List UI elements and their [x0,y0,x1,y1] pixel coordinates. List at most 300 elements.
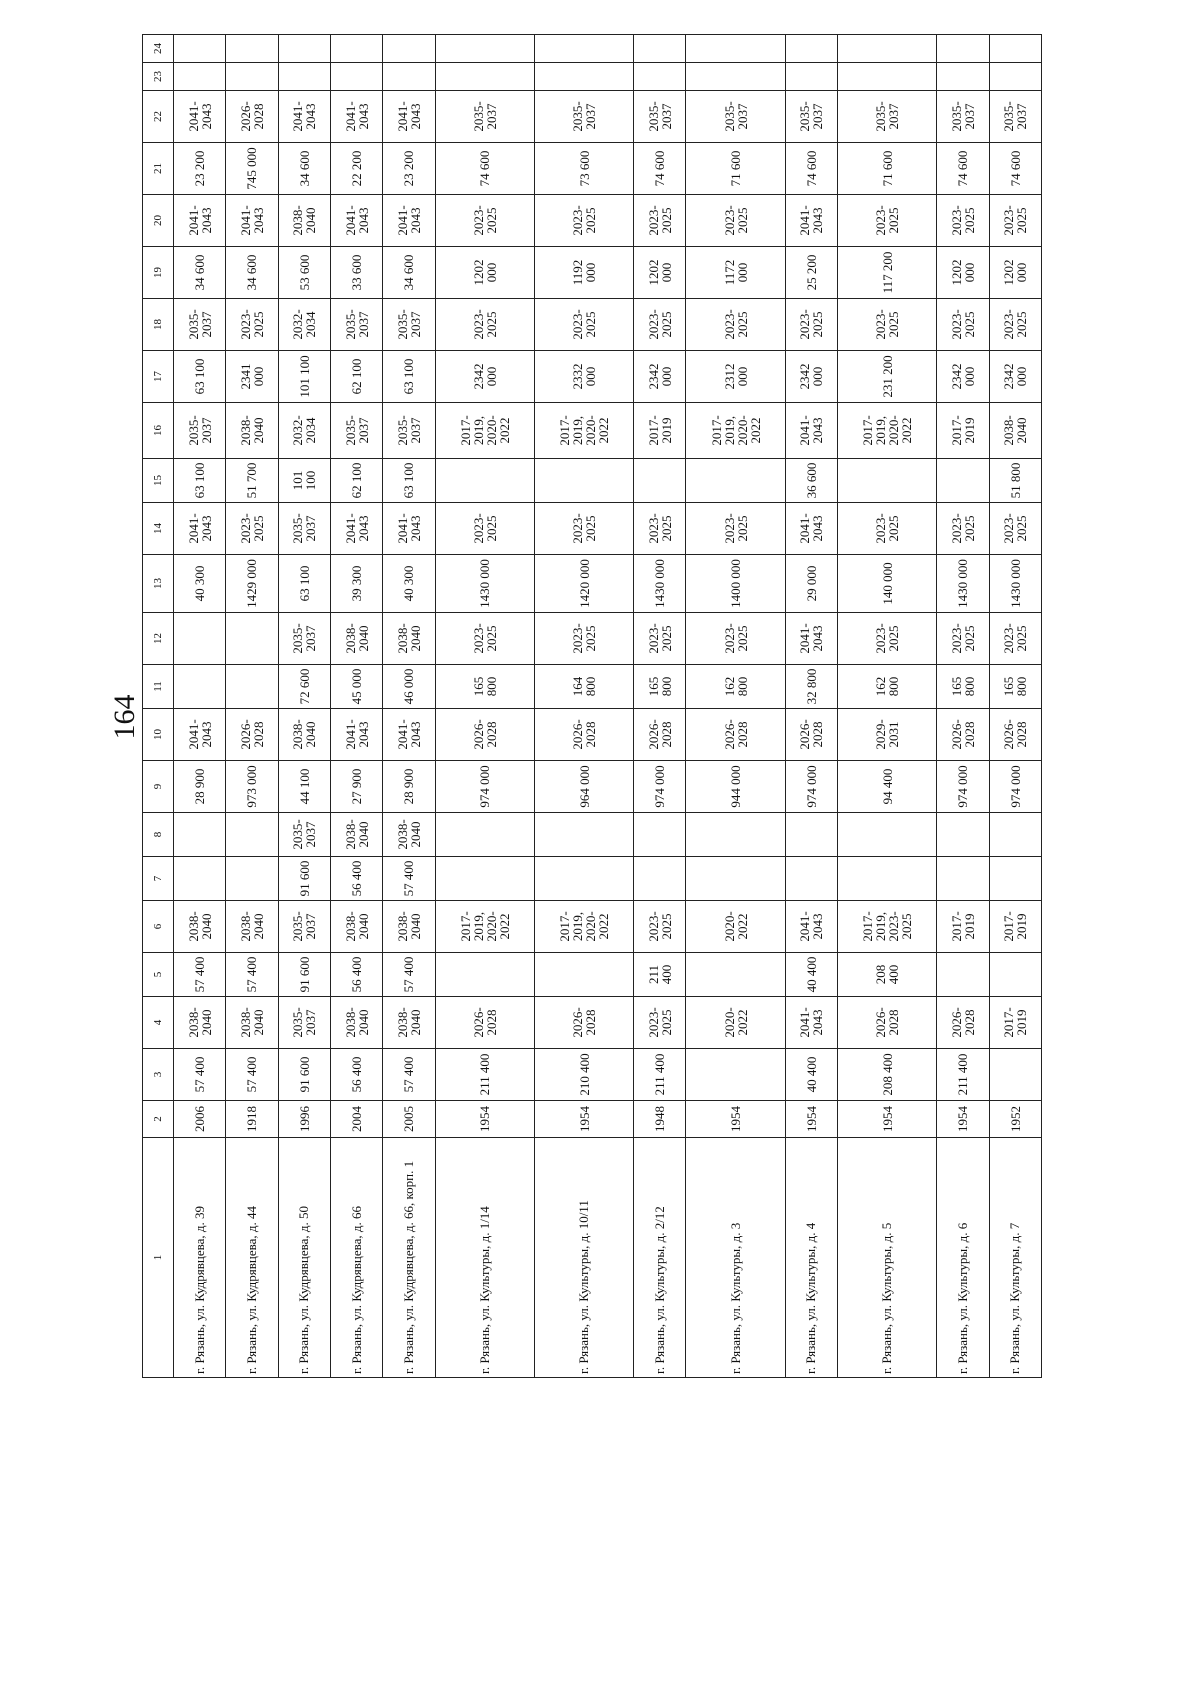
table-row [838,35,937,1378]
table-cell [686,1049,785,1101]
table-cell: 2041- 2043 [174,195,226,247]
address-cell: г. Рязань, ул. Кудрявцева, д. 44 [226,1138,278,1378]
table-cell [989,953,1041,997]
table-cell [278,63,330,91]
table-cell: 2342 000 [435,351,534,403]
table-body [174,35,1042,1378]
column-header: 8 [143,813,174,857]
table-cell: 208 400 [838,953,937,997]
table-cell: 974 000 [989,761,1041,813]
table-cell [686,35,785,63]
table-cell: 2023- 2025 [785,299,837,351]
address-cell: г. Рязань, ул. Кудрявцева, д. 50 [278,1138,330,1378]
table-cell: 2041- 2043 [174,709,226,761]
table-cell: 2017- 2019 [634,403,686,459]
table-cell: 2035- 2037 [278,613,330,665]
table-cell: 73 600 [534,143,633,195]
column-header: 11 [143,665,174,709]
table-cell: 2035- 2037 [785,91,837,143]
table-cell: 2023- 2025 [634,997,686,1049]
table-cell: 2020- 2022 [686,997,785,1049]
table-cell [989,35,1041,63]
table-cell: 56 400 [330,857,382,901]
table-cell [785,63,837,91]
table-cell: 2023- 2025 [634,901,686,953]
header-row [143,35,174,1378]
table-cell: 2342 000 [785,351,837,403]
table-cell: 2017- 2019 [937,403,989,459]
table-cell: 2342 000 [937,351,989,403]
table-cell: 2017- 2019, 2020- 2022 [435,901,534,953]
table-cell: 27 900 [330,761,382,813]
table-cell: 2026- 2028 [435,997,534,1049]
table-cell: 1954 [838,1101,937,1138]
table-cell: 2038- 2040 [174,997,226,1049]
table-cell: 74 600 [937,143,989,195]
table-cell: 2041- 2043 [383,91,435,143]
table-cell: 34 600 [278,143,330,195]
table-cell [838,459,937,503]
table-cell: 2038- 2040 [330,813,382,857]
table-cell: 1948 [634,1101,686,1138]
table-cell: 1954 [937,1101,989,1138]
table-cell: 2023- 2025 [686,195,785,247]
table-cell [785,813,837,857]
table-cell: 2041- 2043 [330,709,382,761]
table-cell: 71 600 [686,143,785,195]
table-row [534,35,633,1378]
table-cell: 1954 [435,1101,534,1138]
table-cell: 2023- 2025 [634,613,686,665]
address-cell: г. Рязань, ул. Культуры, д. 1/14 [435,1138,534,1378]
table-cell: 2038- 2040 [226,997,278,1049]
table-cell: 23 200 [174,143,226,195]
table-cell [534,857,633,901]
column-header: 16 [143,403,174,459]
column-header: 10 [143,709,174,761]
address-cell: г. Рязань, ул. Культуры, д. 4 [785,1138,837,1378]
table-cell: 2035- 2037 [278,901,330,953]
table-cell [686,459,785,503]
table-cell: 2005 [383,1101,435,1138]
table-row [226,35,278,1378]
table-cell: 140 000 [838,555,937,613]
table-cell: 57 400 [226,953,278,997]
table-cell: 2026- 2028 [785,709,837,761]
column-header: 18 [143,299,174,351]
table-cell: 25 200 [785,247,837,299]
table-cell: 63 100 [174,459,226,503]
address-cell: г. Рязань, ул. Кудрявцева, д. 66 [330,1138,382,1378]
column-header: 22 [143,91,174,143]
table-cell: 1202 000 [435,247,534,299]
table-cell: 2035- 2037 [435,91,534,143]
table-cell [785,35,837,63]
table-cell: 2017- 2019, 2020- 2022 [534,901,633,953]
table-cell: 63 100 [383,459,435,503]
table-cell [937,63,989,91]
table-cell: 2026- 2028 [937,997,989,1049]
table-cell: 2017- 2019, 2020- 2022 [686,403,785,459]
table-cell: 2023- 2025 [989,299,1041,351]
table-cell: 2041- 2043 [330,91,382,143]
table-cell [785,857,837,901]
table-cell: 40 300 [383,555,435,613]
table-cell [383,35,435,63]
table-cell: 34 600 [383,247,435,299]
table-cell [937,953,989,997]
table-cell: 39 300 [330,555,382,613]
table-cell: 2038- 2040 [383,813,435,857]
table-cell [634,63,686,91]
table-row [383,35,435,1378]
table-cell: 2023- 2025 [937,195,989,247]
table-cell: 2038- 2040 [278,195,330,247]
table-cell: 2026- 2028 [435,709,534,761]
column-header: 5 [143,953,174,997]
column-header: 15 [143,459,174,503]
table-row [330,35,382,1378]
column-header: 17 [143,351,174,403]
table-row [634,35,686,1378]
table-cell: 45 000 [330,665,382,709]
table-cell: 28 900 [383,761,435,813]
table-cell: 74 600 [785,143,837,195]
table-cell: 2341 000 [226,351,278,403]
column-header: 3 [143,1049,174,1101]
table-cell: 74 600 [989,143,1041,195]
table-cell: 2023- 2025 [686,503,785,555]
table-cell: 2038- 2040 [330,613,382,665]
table-cell: 2026- 2028 [989,709,1041,761]
table-cell [937,857,989,901]
table-cell: 211 400 [435,1049,534,1101]
table-row [785,35,837,1378]
column-header: 2 [143,1101,174,1138]
table-cell: 2006 [174,1101,226,1138]
table-cell: 2026- 2028 [937,709,989,761]
column-header: 9 [143,761,174,813]
table-cell: 40 400 [785,1049,837,1101]
table-cell: 2017- 2019, 2020- 2022 [838,403,937,459]
table-cell: 57 400 [174,1049,226,1101]
table-cell: 2023- 2025 [989,195,1041,247]
table-cell: 2035- 2037 [634,91,686,143]
table-cell: 165 800 [435,665,534,709]
table-cell: 2017- 2019 [989,997,1041,1049]
table-cell: 2038- 2040 [226,403,278,459]
table-cell: 91 600 [278,857,330,901]
table-cell: 2026- 2028 [534,997,633,1049]
table-cell: 63 100 [278,555,330,613]
table-cell: 211 400 [937,1049,989,1101]
column-header: 13 [143,555,174,613]
table-cell: 2023- 2025 [838,503,937,555]
table-cell [634,813,686,857]
table-cell [174,857,226,901]
table-cell: 964 000 [534,761,633,813]
table-cell: 2038- 2040 [330,901,382,953]
table-cell: 34 600 [226,247,278,299]
table-row [989,35,1041,1378]
table-cell: 2038- 2040 [989,403,1041,459]
table-cell: 1996 [278,1101,330,1138]
column-header: 1 [143,1138,174,1378]
table-cell: 57 400 [383,857,435,901]
table-cell: 2342 000 [634,351,686,403]
table-cell [634,35,686,63]
table-cell: 973 000 [226,761,278,813]
table-cell: 165 800 [634,665,686,709]
table-cell: 101 100 [278,459,330,503]
table-cell: 57 400 [174,953,226,997]
table-cell [838,63,937,91]
table-cell: 162 800 [838,665,937,709]
table-cell: 2041- 2043 [383,195,435,247]
table-cell [534,953,633,997]
table-cell [435,813,534,857]
table-row [686,35,785,1378]
table-cell [838,857,937,901]
table-cell: 2041- 2043 [226,195,278,247]
table-cell: 2023- 2025 [634,299,686,351]
table-cell [435,63,534,91]
column-header: 19 [143,247,174,299]
table-cell: 44 100 [278,761,330,813]
table-cell: 211 400 [634,953,686,997]
table-cell: 2023- 2025 [686,299,785,351]
column-header: 14 [143,503,174,555]
table-cell: 2035- 2037 [278,813,330,857]
table-cell [435,35,534,63]
table-cell: 117 200 [838,247,937,299]
table-cell [330,35,382,63]
column-header: 21 [143,143,174,195]
table-cell [989,63,1041,91]
table-cell: 1400 000 [686,555,785,613]
table-cell: 2041- 2043 [785,195,837,247]
table-cell: 944 000 [686,761,785,813]
table-cell: 62 100 [330,351,382,403]
table-cell: 1954 [785,1101,837,1138]
table-cell: 974 000 [435,761,534,813]
table-cell: 1202 000 [989,247,1041,299]
table-cell [937,459,989,503]
table-cell: 2026- 2028 [226,91,278,143]
table-cell: 2023- 2025 [534,195,633,247]
address-cell: г. Рязань, ул. Кудрявцева, д. 66, корп. 1 [383,1138,435,1378]
table-cell: 210 400 [534,1049,633,1101]
table-cell [174,613,226,665]
table-cell [435,459,534,503]
table-cell: 231 200 [838,351,937,403]
table-cell: 34 600 [174,247,226,299]
table-cell: 2017- 2019, 2020- 2022 [435,403,534,459]
table-cell: 2041- 2043 [174,91,226,143]
table-cell: 2038- 2040 [383,901,435,953]
table-cell: 2035- 2037 [838,91,937,143]
table-cell [989,857,1041,901]
table-cell: 2038- 2040 [330,997,382,1049]
table-cell [383,63,435,91]
table-cell: 2023- 2025 [435,613,534,665]
table-cell: 1430 000 [989,555,1041,613]
table-cell: 2041- 2043 [785,997,837,1049]
table-cell: 165 800 [937,665,989,709]
table-cell [278,35,330,63]
table-cell: 2038- 2040 [174,901,226,953]
table-cell: 2023- 2025 [534,503,633,555]
table-cell: 2312 000 [686,351,785,403]
table-cell: 2035- 2037 [989,91,1041,143]
table-cell: 2332 000 [534,351,633,403]
column-header: 7 [143,857,174,901]
address-cell: г. Рязань, ул. Культуры, д. 5 [838,1138,937,1378]
table-cell: 2023- 2025 [686,613,785,665]
table-cell: 2035- 2037 [534,91,633,143]
table-cell: 57 400 [383,1049,435,1101]
table-cell: 2023- 2025 [534,299,633,351]
table-cell [174,813,226,857]
table-cell: 2029- 2031 [838,709,937,761]
column-header: 6 [143,901,174,953]
page-number: 164 [108,694,141,740]
table-cell: 1430 000 [634,555,686,613]
table-cell [937,813,989,857]
table-cell: 2023- 2025 [838,195,937,247]
table-cell: 2017- 2019 [989,901,1041,953]
table-cell: 63 100 [383,351,435,403]
table-cell: 2023- 2025 [937,299,989,351]
table-cell: 2041- 2043 [785,901,837,953]
rotated-table-frame [142,43,1042,1378]
table-cell: 2035- 2037 [330,299,382,351]
table-cell: 2038- 2040 [383,613,435,665]
table-cell: 56 400 [330,953,382,997]
table-cell [838,813,937,857]
table-cell: 57 400 [226,1049,278,1101]
table-cell: 56 400 [330,1049,382,1101]
table-cell: 2026- 2028 [634,709,686,761]
table-cell: 2035- 2037 [174,299,226,351]
table-cell: 2026- 2028 [534,709,633,761]
table-cell: 2041- 2043 [278,91,330,143]
table-cell: 2038- 2040 [383,997,435,1049]
table-cell: 2023- 2025 [838,299,937,351]
table-row [278,35,330,1378]
table-cell: 2035- 2037 [278,997,330,1049]
table-row [174,35,226,1378]
table-cell: 2041- 2043 [383,503,435,555]
table-row [435,35,534,1378]
table-cell: 2035- 2037 [278,503,330,555]
table-cell: 74 600 [634,143,686,195]
table-cell: 2023- 2025 [937,503,989,555]
table-cell: 2038- 2040 [278,709,330,761]
table-cell: 91 600 [278,1049,330,1101]
table-cell: 28 900 [174,761,226,813]
table-cell: 745 000 [226,143,278,195]
table-cell: 1192 000 [534,247,633,299]
table-cell [174,665,226,709]
address-cell: г. Рязань, ул. Культуры, д. 6 [937,1138,989,1378]
table-cell: 1202 000 [634,247,686,299]
table-cell: 1172 000 [686,247,785,299]
table-cell [330,63,382,91]
table-cell [226,857,278,901]
table-cell: 2023- 2025 [937,613,989,665]
table-cell: 2023- 2025 [435,503,534,555]
table-cell: 2041- 2043 [174,503,226,555]
table-cell: 101 100 [278,351,330,403]
table-cell: 22 200 [330,143,382,195]
table-cell [435,953,534,997]
address-cell: г. Рязань, ул. Культуры, д. 3 [686,1138,785,1378]
table-cell [226,613,278,665]
table-cell: 40 300 [174,555,226,613]
table-cell: 1954 [534,1101,633,1138]
table-cell: 23 200 [383,143,435,195]
table-cell: 1420 000 [534,555,633,613]
table-cell: 974 000 [634,761,686,813]
table-cell: 46 000 [383,665,435,709]
table-cell [435,857,534,901]
table-cell: 2023- 2025 [534,613,633,665]
table-cell [989,1049,1041,1101]
table-cell: 2038- 2040 [226,901,278,953]
table-cell [226,665,278,709]
table-cell: 40 400 [785,953,837,997]
table-cell: 2041- 2043 [330,503,382,555]
table-cell: 974 000 [937,761,989,813]
table-cell: 2023- 2025 [226,299,278,351]
table-cell [226,63,278,91]
table-cell: 1430 000 [937,555,989,613]
table-cell: 2026- 2028 [226,709,278,761]
column-header: 12 [143,613,174,665]
table-row [937,35,989,1378]
table-cell: 2004 [330,1101,382,1138]
table-cell [174,35,226,63]
table-cell [686,813,785,857]
table-cell [686,857,785,901]
table-cell: 2023- 2025 [634,195,686,247]
table-cell: 2017- 2019 [937,901,989,953]
table-cell: 53 600 [278,247,330,299]
table-cell: 2041- 2043 [785,613,837,665]
table-cell [937,35,989,63]
table-cell [634,857,686,901]
table-cell [634,459,686,503]
table-cell: 32 800 [785,665,837,709]
table-cell: 36 600 [785,459,837,503]
table-cell: 2041- 2043 [383,709,435,761]
table-cell: 2023- 2025 [226,503,278,555]
table-cell: 1202 000 [937,247,989,299]
table-cell: 2032- 2034 [278,403,330,459]
table-cell: 91 600 [278,953,330,997]
table-cell: 974 000 [785,761,837,813]
table-cell: 1954 [686,1101,785,1138]
table-cell: 2017- 2019, 2023- 2025 [838,901,937,953]
table-cell: 165 800 [989,665,1041,709]
table-cell [989,813,1041,857]
table-cell: 33 600 [330,247,382,299]
table-cell: 2026- 2028 [838,997,937,1049]
table-cell: 2017- 2019, 2020- 2022 [534,403,633,459]
table-cell [686,63,785,91]
column-header: 23 [143,63,174,91]
